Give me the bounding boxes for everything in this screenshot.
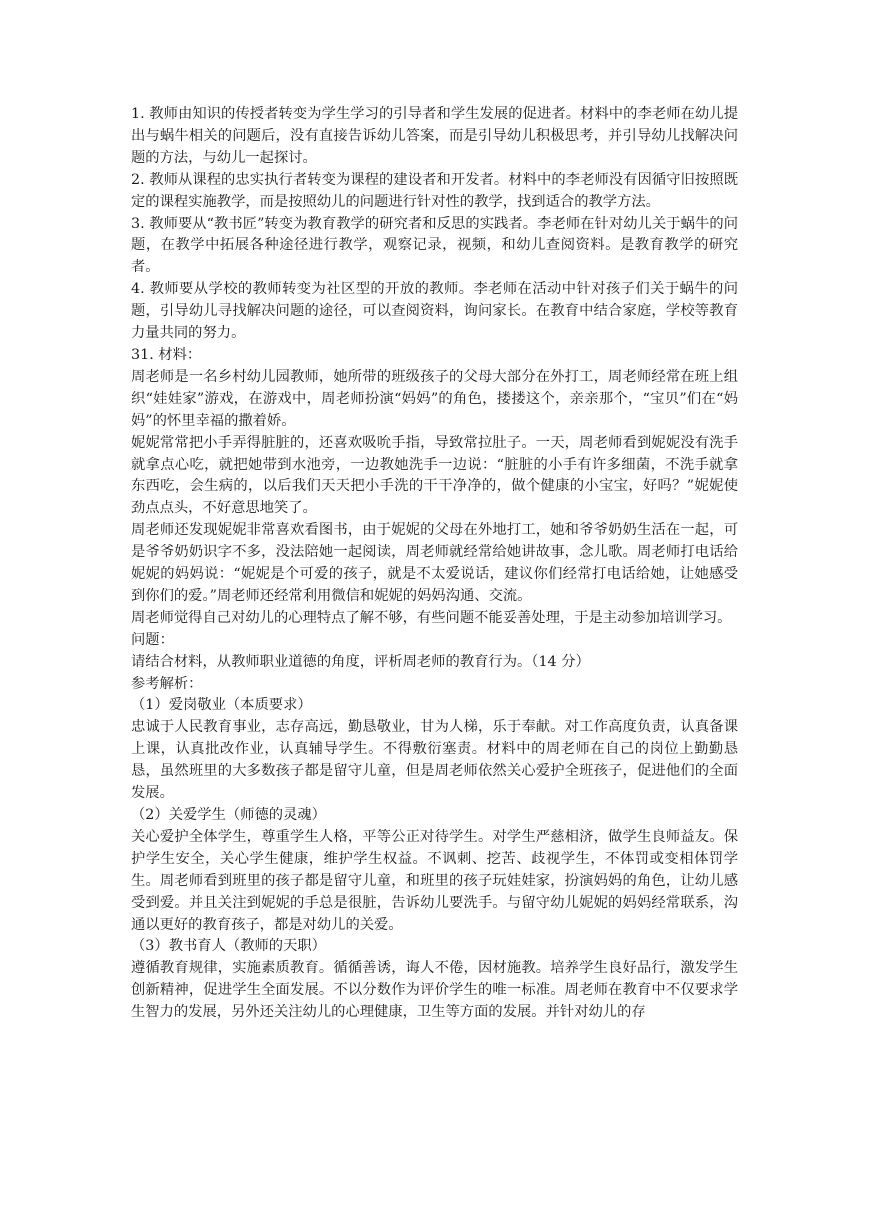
section-2-body: 关心爱护全体学生，尊重学生人格，平等公正对待学生。对学生严慈相济，做学生良师益友。保护学生安全，关心学生健康，维护学生权益。不讽刺、挖苦、歧视学生，不体罚或变相体罚学生。周老师看到班里的孩子都是留守儿童，和班里的孩子玩娃娃家，扮演妈妈的角色，让幼儿感受到爱。并且关注到妮妮的手总是很脏，告诉幼儿要洗手。与留守幼儿妮妮的妈妈经常联系，沟通以更好的教育孩子，都是对幼儿的关爱。 <box>131 828 738 933</box>
section-1-heading: （1）爱岗敬业（本质要求） <box>131 697 312 714</box>
section-3-heading: （3）教书育人（教师的天职） <box>131 938 326 955</box>
question-text: 请结合材料，从教师职业道德的角度，评析周老师的教育行为。（14 分） <box>131 653 590 670</box>
point-1: 1. 教师由知识的传授者转变为学生学习的引导者和学生发展的促进者。材料中的李老师在幼儿提出与蜗牛相关的问题后，没有直接告诉幼儿答案，而是引导幼儿积极思考，并引导幼儿找解决问题的方法，与幼儿一起探讨。 <box>131 106 738 166</box>
material-para-2: 妮妮常常把小手弄得脏脏的，还喜欢吸吮手指，导致常拉肚子。一天，周老师看到妮妮没有洗手就拿点心吃，就把她带到水池旁，一边教她洗手一边说：“脏脏的小手有许多细菌，不洗手就拿东西吃，会生病的，以后我们天天把小手洗的干干净净的，做个健康的小宝宝，好吗？”妮妮使劲点点头，不好意思地笑了。 <box>131 434 738 517</box>
material-para-1: 周老师是一名乡村幼儿园教师，她所带的班级孩子的父母大部分在外打工，周老师经常在班上组织“娃娃家”游戏，在游戏中，周老师扮演“妈妈”的角色，搂搂这个，亲亲那个，“宝贝”们在“妈妈”的怀里幸福的撒着娇。 <box>131 368 738 429</box>
section-3-body: 遵循教育规律，实施素质教育。循循善诱，诲人不倦，因材施教。培养学生良好品行，激发学生创新精神，促进学生全面发展。不以分数作为评价学生的唯一标准。周老师在教育中不仅要求学生智力的发展，另外还关注幼儿的心理健康，卫生等方面的发展。并针对幼儿的存 <box>131 960 738 1021</box>
point-3: 3. 教师要从“教书匠”转变为教育教学的研究者和反思的实践者。李老师在针对幼儿关于蜗牛的问题，在教学中拓展各种途径进行教学，观察记录，视频，和幼儿查阅资料。是教育教学的研究者。 <box>131 215 738 276</box>
section-1-body: 忠诚于人民教育事业，志存高远，勤恳敬业，甘为人梯，乐于奉献。对工作高度负责，认真备课上课，认真批改作业，认真辅导学生。不得敷衍塞责。材料中的周老师在自己的岗位上勤勤恳恳，虽然班里的大多数孩子都是留守儿童，但是周老师依然关心爱护全班孩子，促进他们的全面发展。 <box>131 719 738 802</box>
material-para-4: 周老师觉得自己对幼儿的心理特点了解不够，有些问题不能妥善处理，于是主动参加培训学习。 <box>131 609 732 626</box>
document-page <box>131 104 738 1024</box>
point-2: 2. 教师从课程的忠实执行者转变为课程的建设者和开发者。材料中的李老师没有因循守旧按照既定的课程实施教学，而是按照幼儿的问题进行针对性的教学，找到适合的教学方法。 <box>131 171 738 210</box>
point-4: 4. 教师要从学校的教师转变为社区型的开放的教师。李老师在活动中针对孩子们关于蜗牛的问题，引导幼儿寻找解决问题的途径，可以查阅资料，询问家长。在教育中结合家庭，学校等教育力量共同的努力。 <box>131 281 738 342</box>
material-para-3: 周老师还发现妮妮非常喜欢看图书，由于妮妮的父母在外地打工，她和爷爷奶奶生活在一起，可是爷爷奶奶识字不多，没法陪她一起阅读，周老师就经常给她讲故事，念儿歌。周老师打电话给妮妮的妈妈说：“妮妮是个可爱的孩子，就是不太爱说话，建议你们经常打电话给她，让她感受到你们的爱。”周老师还经常利用微信和妮妮的妈妈沟通、交流。 <box>131 522 738 604</box>
question-label: 问题： <box>131 631 174 648</box>
section-2-heading: （2）关爱学生（师德的灵魂） <box>131 807 326 823</box>
question-31-heading: 31. 材料： <box>131 346 202 363</box>
reference-heading: 参考解析： <box>131 675 203 692</box>
